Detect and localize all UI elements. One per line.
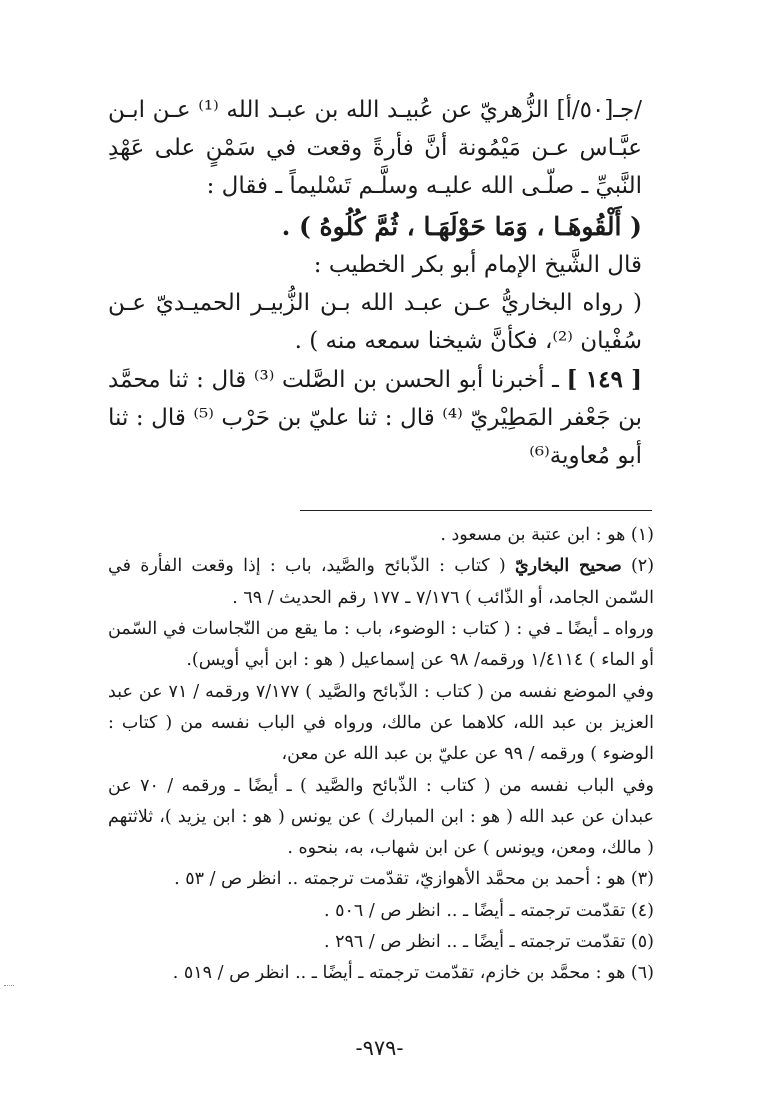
footnote-2-para-2: ورواه ـ أيضًا ـ في : ( كتاب : الوضوء، باب : ما يقع من النّجاسات في السّمن أو الماء ) ١/٤١١٤ ورقمه/ ٩٨ عن إسماعيل ( هو : ابن أبي أويس). <box>108 618 654 671</box>
footnote-2-source: صحيح البخاريّ <box>514 556 622 577</box>
main-text <box>108 92 642 476</box>
footnote-6: (٦) هو : محمَّد بن خازم، تقدّمت ترجمته ـ أيضًا ـ .. انظر ص / ٥١٩ . <box>172 963 654 984</box>
footnotes <box>108 520 654 990</box>
footnote-1: (١) هو : ابن عتبة بن مسعود . <box>440 525 654 545</box>
footnote-5: (٥) تقدّمت ترجمته ـ أيضًا ـ .. انظر ص / ٢٩٦ . <box>323 932 654 953</box>
hadith-paragraph <box>108 361 642 476</box>
footnote-2-para-3: وفي الموضع نفسه من ( كتاب : الذّبائح والصَّيد ) ٧/١٧٧ ورقمه / ٧١ عن عبد العزيز بن عبد الله، كلاهما عن مالك، ورواه في الباب نفسه من ( كتاب : الوضوء ) ورقمه / ٩٩ عن عليّ بن عبد الله عن معن، <box>108 681 654 765</box>
hadith-number: [ ١٤٩ ] <box>566 365 642 393</box>
hadith-text: ـ أخبرنا أبو الحسن بن الصَّلت ⁽³⁾ قال : ثنا محمَّد بن جَعْفر المَطِيْريّ ⁽⁴⁾ قال : ثنا عليّ بن حَرْب ⁽⁵⁾ قال : ثنا أبو مُعاوية⁽⁶⁾ <box>108 366 643 469</box>
footnote-2-label: (٢) <box>621 556 655 577</box>
speaker-line: قال الشَّيخ الإمام أبو بكر الخطيب : <box>313 252 642 279</box>
footnote-2-text: ( كتاب : الذّبائح والصَّيد، باب : إذا وقعت الفأرة في السّمن الجامد، أو الذّائب ) ٧/١٧٦ ـ ١٧٧ رقم الحديث / ٦٩ . <box>108 556 654 608</box>
page-number: -٩٧٩- <box>355 1036 404 1060</box>
isnad-paragraph: /جـ[٥٠/أ] الزُّهريّ عن عُبيـد الله بن عبـد الله ⁽¹⁾ عـن ابـن عبَّـاس عـن مَيْمُونة أنَّ فأرةً وقعت في سَمْنٍ على عَهْدِ النَّبيِّ ـ صلّـى الله عليـه وسلَّـم تَسْليماً ـ فقال : <box>108 97 642 199</box>
footnote-2-para-4: وفي الباب نفسه من ( كتاب : الذّبائح والصَّيد ) ـ أيضًا ـ ورقمه / ٧٠ عن عبدان عن عبد الله ( هو : ابن المبارك ) عن يونس ( هو : ابن يزيد )، ثلاثتهم ( مالك، ومعن، ويونس ) عن ابن شهاب، به، بنحوه . <box>108 775 655 859</box>
prophetic-saying: ( أَلْقُوهَـا ، وَمَا حَوْلَهَـا ، ثُمَّ كُلُوهُ ) . <box>281 211 642 241</box>
footnote-4: (٤) تقدّمت ترجمته ـ أيضًا ـ .. انظر ص / ٥٠٦ . <box>323 900 654 921</box>
narration-paragraph: ( رواه البخاريُّ عـن عبـد الله بـن الزُّبيـر الحميـديّ عـن سُفْيان ⁽²⁾، فكأنَّ شيخنا سمعه منه ) . <box>108 290 642 354</box>
footnote-3: (٣) هو : أحمد بن محمَّد الأهوازيّ، تقدّمت ترجمته .. انظر ص / ٥٣ . <box>174 869 654 890</box>
footnote-2 <box>108 551 654 614</box>
footnote-separator <box>300 510 652 511</box>
margin-mark <box>4 985 14 998</box>
